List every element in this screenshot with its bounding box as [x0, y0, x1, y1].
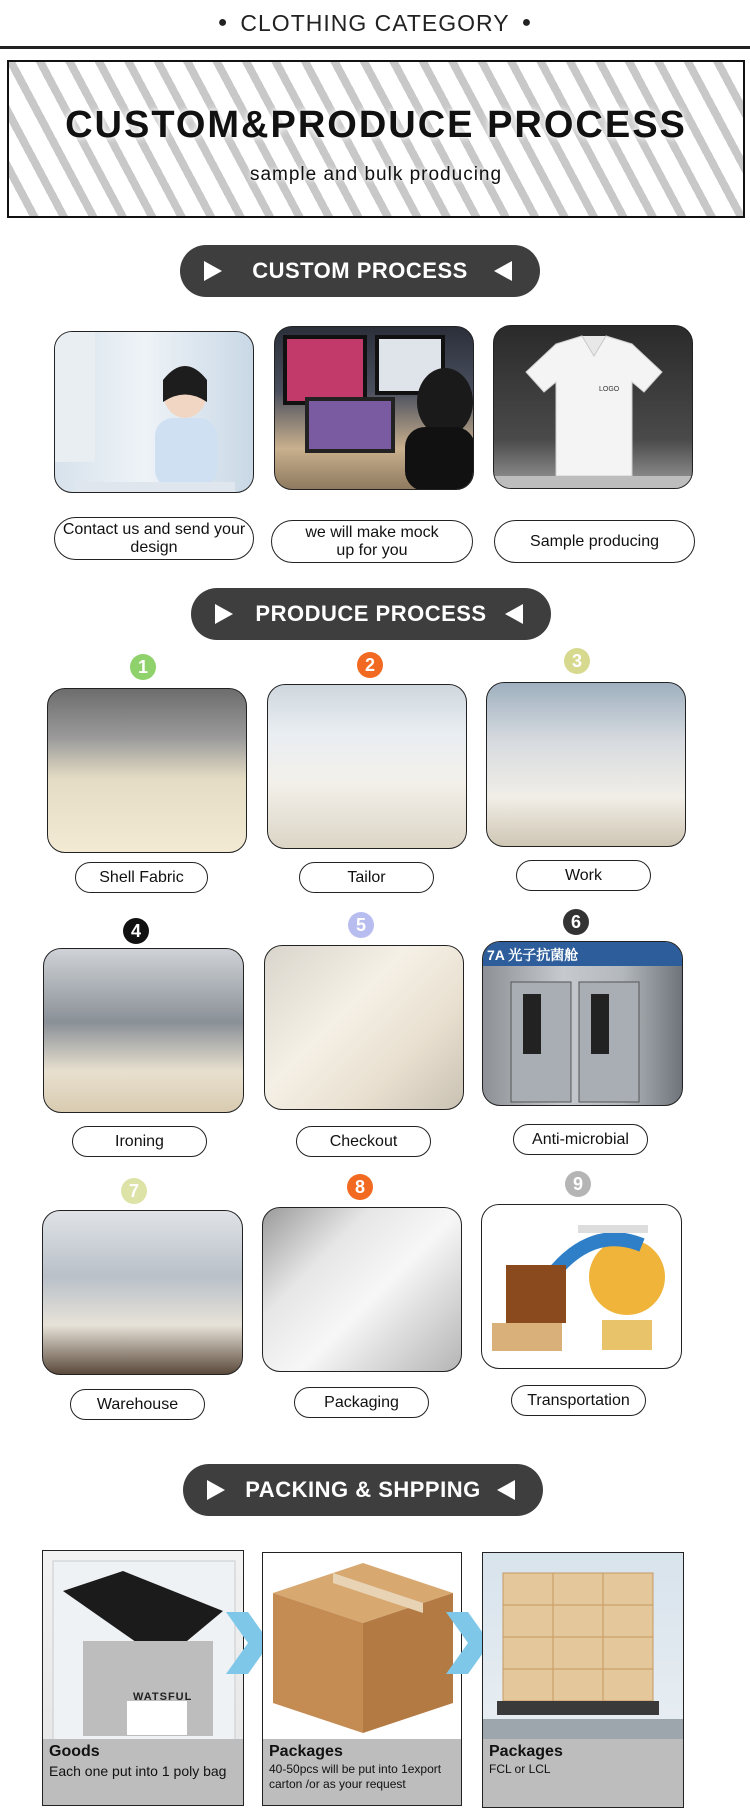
banner-subtitle: sample and bulk producing	[249, 164, 503, 185]
custom-process-heading	[180, 245, 540, 297]
custom-step-2-label: we will make mock up for you	[271, 520, 473, 563]
designer-illustration	[275, 327, 474, 490]
ironing-image	[43, 948, 244, 1113]
play-left-icon	[497, 1480, 515, 1500]
shirt-print-text: WATSFUL	[133, 1691, 193, 1703]
packing-goods-title: Goods	[49, 1743, 100, 1760]
carton-box-illustration	[263, 1553, 462, 1743]
step-number-badge: 5	[348, 912, 374, 938]
design-mockup-image	[274, 326, 474, 490]
logistics-illustration	[482, 1205, 682, 1369]
custom-step-3-label: Sample producing	[494, 520, 695, 563]
step-6-label: Anti-microbial	[513, 1124, 648, 1155]
packing-pallet-caption	[483, 1739, 683, 1807]
oven-illustration	[483, 942, 683, 1106]
step-1-label: Shell Fabric	[75, 862, 208, 893]
sample-polo-image	[493, 325, 693, 489]
pallet-boxes-illustration	[483, 1553, 684, 1743]
oven-sign-text: 7A 光子抗菌舱	[487, 947, 579, 963]
step-number-badge: 7	[121, 1178, 147, 1204]
packing-pallet-desc: FCL or LCL	[489, 1762, 551, 1776]
shell-fabric-image	[47, 688, 247, 853]
step-number-badge: 2	[357, 652, 383, 678]
poly-bag-illustration	[43, 1551, 244, 1741]
play-left-icon	[494, 261, 512, 281]
step-8-label: Packaging	[294, 1387, 429, 1418]
header-divider	[0, 46, 750, 49]
packing-goods-caption	[43, 1739, 243, 1805]
bullet-icon: ●	[521, 14, 533, 31]
packing-pallet-panel	[482, 1552, 684, 1808]
customer-service-illustration	[55, 332, 254, 493]
step-3-label: Work	[516, 860, 651, 891]
packing-goods-desc: Each one put into 1 poly bag	[49, 1763, 227, 1779]
packing-carton-panel	[262, 1552, 462, 1806]
step-number-badge: 1	[130, 654, 156, 680]
custom-step-1-label: Contact us and send your design	[54, 517, 254, 560]
step-2-label: Tailor	[299, 862, 434, 893]
transportation-image	[481, 1204, 682, 1369]
bullet-icon: ●	[217, 14, 229, 31]
page-header-title	[0, 0, 750, 46]
checkout-image	[264, 945, 464, 1110]
packaging-image	[262, 1207, 462, 1372]
polo-shirt-illustration	[494, 326, 693, 489]
anti-microbial-image	[482, 941, 683, 1106]
process-banner	[7, 60, 745, 218]
play-right-icon	[207, 1480, 225, 1500]
customer-service-image	[54, 331, 254, 493]
step-number-badge: 4	[123, 918, 149, 944]
warehouse-image	[42, 1210, 243, 1375]
tailor-image	[267, 684, 467, 849]
polo-logo-text: LOGO	[599, 386, 620, 393]
step-number-badge: 9	[565, 1171, 591, 1197]
step-4-label: Ironing	[72, 1126, 207, 1157]
packing-shipping-heading-text: PACKING & SHPPING	[245, 1477, 481, 1502]
produce-process-heading	[191, 588, 551, 640]
banner-title: CUSTOM&PRODUCE PROCESS	[65, 104, 687, 146]
work-image	[486, 682, 686, 847]
step-number-badge: 6	[563, 909, 589, 935]
packing-goods-panel	[42, 1550, 244, 1806]
custom-process-heading-text: CUSTOM PROCESS	[252, 258, 468, 283]
header-title-text: CLOTHING CATEGORY	[240, 9, 510, 36]
packing-carton-title: Packages	[269, 1743, 343, 1760]
packing-carton-caption	[263, 1739, 461, 1805]
step-number-badge: 8	[347, 1174, 373, 1200]
play-right-icon	[204, 261, 222, 281]
produce-process-heading-text: PRODUCE PROCESS	[255, 601, 487, 626]
step-9-label: Transportation	[511, 1385, 646, 1416]
packing-carton-desc: 40-50pcs will be put into 1export carton /or as your request	[269, 1762, 442, 1791]
step-7-label: Warehouse	[70, 1389, 205, 1420]
step-5-label: Checkout	[296, 1126, 431, 1157]
step-number-badge: 3	[564, 648, 590, 674]
play-right-icon	[215, 604, 233, 624]
play-left-icon	[505, 604, 523, 624]
packing-shipping-heading	[183, 1464, 543, 1516]
packing-pallet-title: Packages	[489, 1743, 563, 1760]
